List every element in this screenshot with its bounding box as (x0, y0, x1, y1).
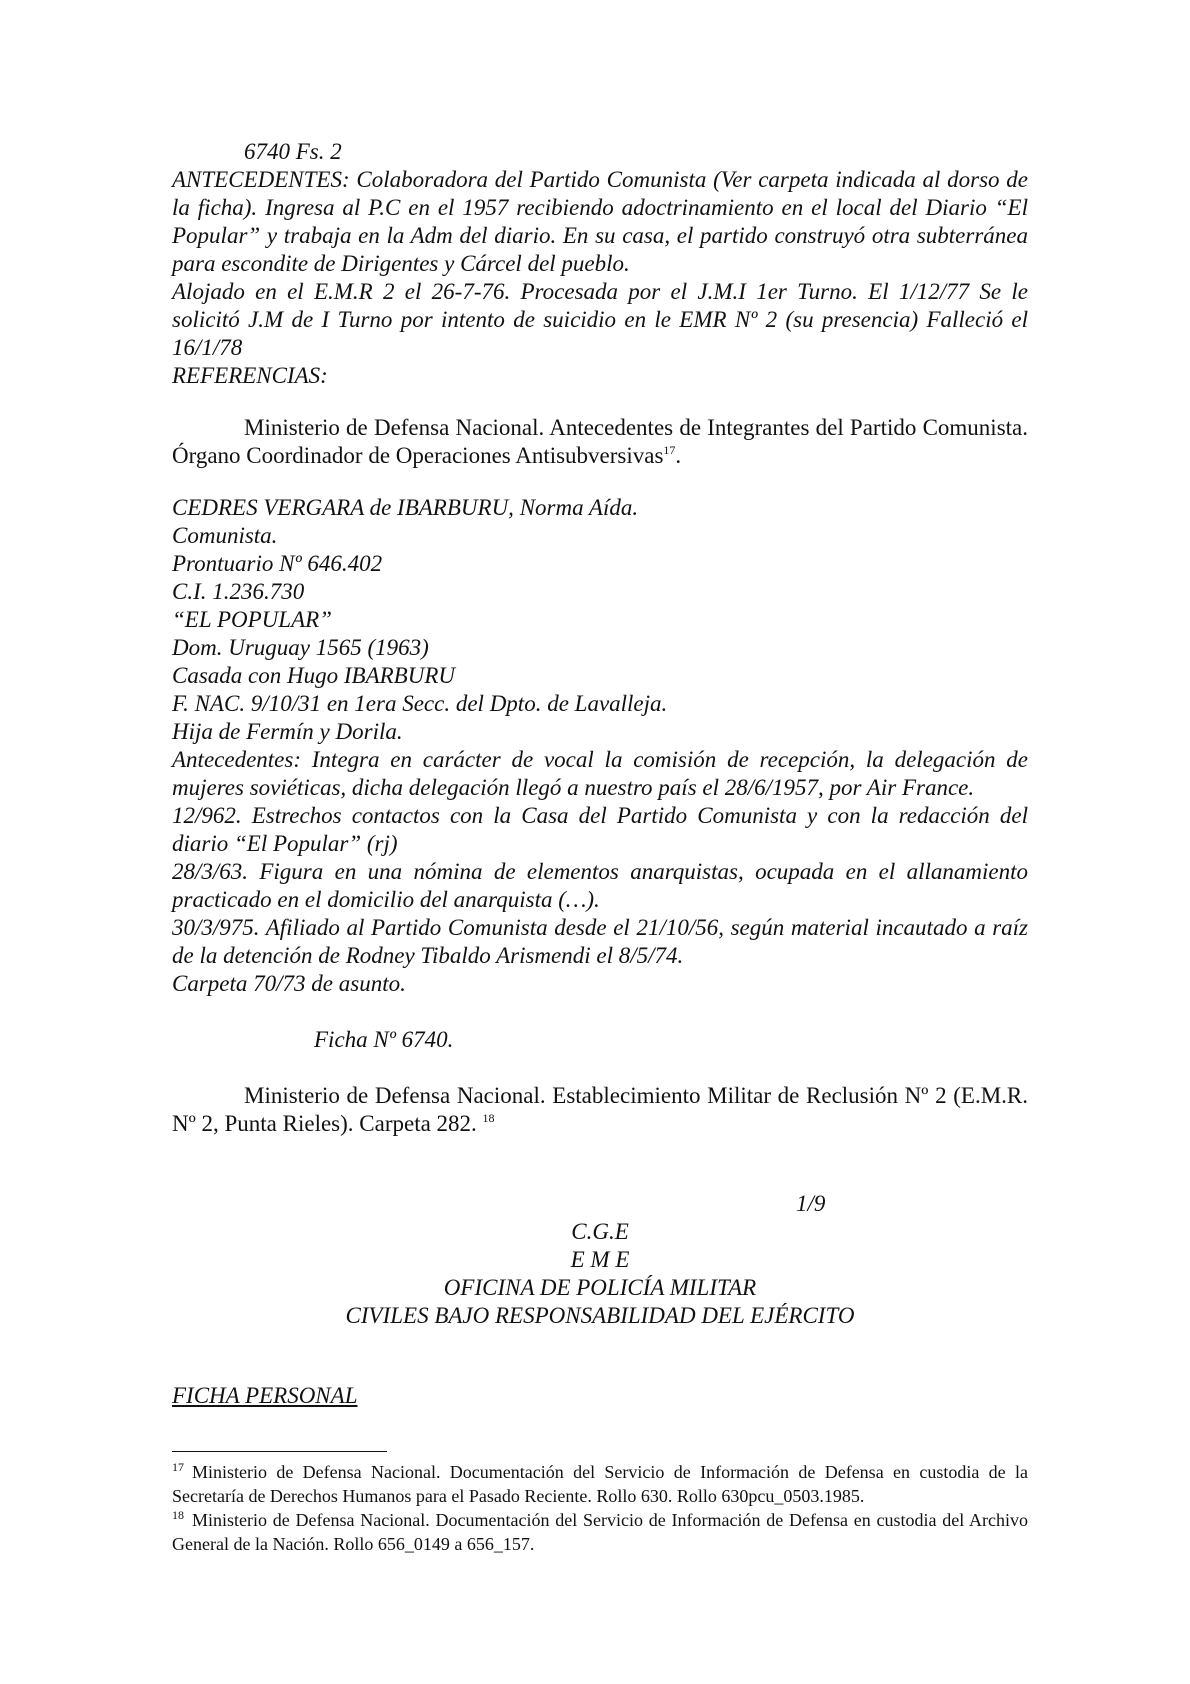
header-line: CIVILES BAJO RESPONSABILIDAD DEL EJÉRCITO (345, 1303, 855, 1328)
footnote-ref-17: 17 (663, 443, 676, 457)
record-line: Dom. Uruguay 1565 (1963) (172, 635, 429, 660)
source-citation-2 (172, 1082, 1028, 1138)
record-name (172, 494, 1028, 522)
footnote-17 (172, 1460, 1028, 1508)
record-paragraph: 12/962. Estrechos contactos con la Casa del Partido Comunista y con la redacción del diario “El Popular” (rj) (172, 803, 1028, 856)
ficha-personal-title: FICHA PERSONAL (172, 1383, 358, 1408)
footnote-mark: 18 (172, 1508, 184, 1522)
record-line: Prontuario Nº 646.402 (172, 551, 383, 576)
record-line: C.I. 1.236.730 (172, 579, 305, 604)
footnote-text: Ministerio de Defensa Nacional. Documentación del Servicio de Información de Defensa en custodia del Archivo General de la Nación. Rollo 656_0149 a 656_157. (172, 1510, 1028, 1554)
fs-heading: 6740 Fs. 2 (244, 139, 342, 164)
header-line: OFICINA DE POLICÍA MILITAR (443, 1275, 757, 1300)
referencias-label: REFERENCIAS: (172, 363, 328, 388)
footnote-separator (172, 1451, 387, 1452)
record-paragraph: 28/3/63. Figura en una nómina de elementos anarquistas, ocupada en el allanamiento practicado en el domicilio del anarquista (…). (172, 859, 1028, 912)
document-header (172, 1218, 1028, 1330)
source-citation-1-text: Ministerio de Defensa Nacional. Antecedentes de Integrantes del Partido Comunista. Órgano Coordinador de Operaciones Antisubversivas (172, 415, 1028, 468)
footnote-ref-18: 18 (482, 1111, 495, 1125)
record-line: Hija de Fermín y Dorila. (172, 719, 403, 744)
record-paragraph: Antecedentes: Integra en carácter de vocal la comisión de recepción, la delegación de mujeres soviéticas, dicha delegación llegó a nuestro país el 28/6/1957, por Air France. (172, 747, 1028, 800)
ficha-number: Ficha Nº 6740. (314, 1027, 454, 1052)
record-line: F. NAC. 9/10/31 en 1era Secc. del Dpto. de Lavalleja. (172, 691, 668, 716)
folio-number: 1/9 (796, 1191, 826, 1216)
footnotes (172, 1460, 1028, 1556)
record-paragraph: 30/3/975. Afiliado al Partido Comunista desde el 21/10/56, según material incautado a raíz de la detención de Rodney Tibaldo Arismendi el 8/5/74. (172, 915, 1028, 968)
antecedentes-paragraph: ANTECEDENTES: Colaboradora del Partido Comunista (Ver carpeta indicada al dorso de la ficha). Ingresa al P.C en el 1957 recibiendo adoctrinamiento en el local del Diario “El Popular” y trabaja en la Adm del diario. En su casa, el partido construyó otra subterránea para escondite de Dirigentes y Cárcel del pueblo. (172, 167, 1028, 276)
footnote-mark: 17 (172, 1460, 184, 1474)
record-line: Comunista. (172, 523, 278, 548)
source-citation-2-text: Ministerio de Defensa Nacional. Establecimiento Militar de Reclusión Nº 2 (E.M.R. Nº 2, Punta Rieles). Carpeta 282. (172, 1083, 1028, 1136)
header-line: E M E (570, 1247, 630, 1272)
record-name-given: Norma Aída. (519, 495, 639, 520)
record-line: Casada con Hugo IBARBURU (172, 663, 455, 688)
record-paragraph: Carpeta 70/73 de asunto. (172, 971, 406, 996)
header-line: C.G.E (571, 1219, 629, 1244)
source-citation-1 (172, 414, 1028, 470)
document-page (172, 138, 1028, 1410)
alojado-paragraph: Alojado en el E.M.R 2 el 26-7-76. Procesada por el J.M.I 1er Turno. El 1/12/77 Se le solicitó J.M de I Turno por intento de suicidio en le EMR Nº 2 (su presencia) Falleció el 16/1/78 (172, 279, 1028, 360)
source-citation-1-tail: . (675, 443, 682, 468)
record-name-surname: CEDRES VERGARA de IBARBURU, (172, 495, 514, 520)
footnote-text: Ministerio de Defensa Nacional. Documentación del Servicio de Información de Defensa en custodia de la Secretaría de Derechos Humanos para el Pasado Reciente. Rollo 630. Rollo 630pcu_0503.1985. (172, 1462, 1028, 1506)
footnote-18 (172, 1508, 1028, 1556)
record-line: “EL POPULAR” (172, 607, 332, 632)
